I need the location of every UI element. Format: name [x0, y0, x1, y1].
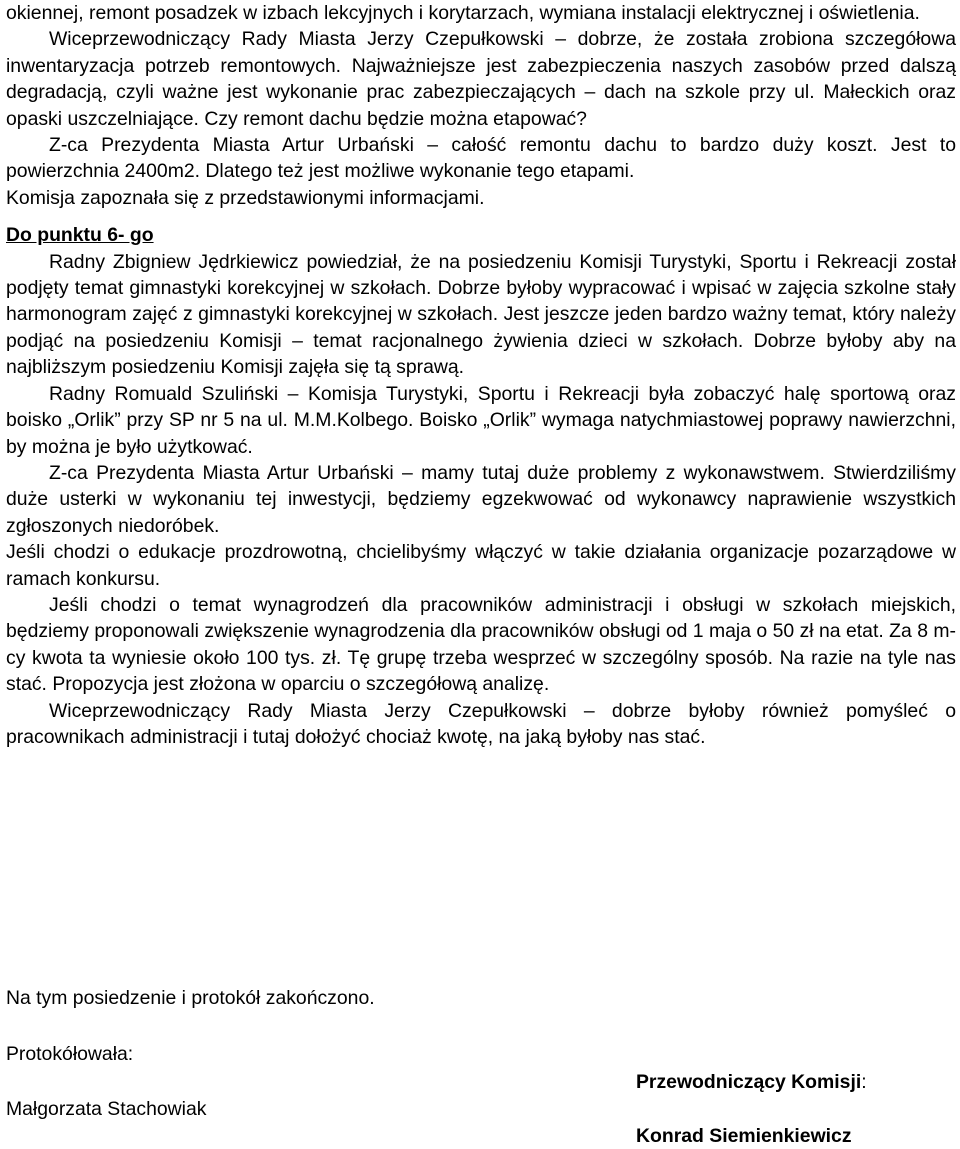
document-page — [6, 0, 956, 750]
paragraph-section-4: Jeśli chodzi o temat wynagrodzeń dla pracowników administracji i obsługi w szkołach miejskich, będziemy proponowali zwiększenie wynagrodzenia dla pracowników obsługi od 1 maja o 50 zł na etat. Za 8 m-cy kwota ta wyniesie około 100 tys. zł. Tę grupę trzeba wesprzeć w szczególny sposób. Na razie na tyle nas stać. Propozycja jest złożona w oparciu o szczegółową analizę. — [6, 593, 956, 696]
chair-title — [636, 1069, 867, 1095]
paragraphs-section — [6, 249, 956, 751]
closing-statement: Na tym posiedzenie i protokół zakończono. — [6, 987, 375, 1009]
recorder-name: Małgorzata Stachowiak — [6, 1098, 207, 1120]
paragraph-section-2: Z-ca Prezydenta Miasta Artur Urbański – mamy tutaj duże problemy z wykonawstwem. Stwierdziliśmy duże usterki w wykonaniu tej inwestycji, będziemy egzekwować od wykonawcy naprawienie wszystkich zgłoszonych niedoróbek. — [6, 461, 956, 537]
paragraph-2: Z-ca Prezydenta Miasta Artur Urbański – całość remontu dachu to bardzo duży koszt. Jest to powierzchnia 2400m2. Dlatego też jest możliwe wykonanie tego etapami. — [6, 134, 956, 183]
paragraph-section-3: Jeśli chodzi o edukacje prozdrowotną, chcielibyśmy włączyć w takie działania organizacje pozarządowe w ramach konkursu. — [6, 541, 956, 590]
paragraphs-top — [6, 0, 956, 211]
paragraph-section-0: Radny Zbigniew Jędrkiewicz powiedział, że na posiedzeniu Komisji Turystyki, Sportu i Rekreacji został podjęty temat gimnastyki korekcyjnej w szkołach. Dobrze byłoby wypracować i wpisać w zajęcia szkolne stały harmonogram zajęć z gimnastyki korekcyjnej w szkołach. Jest jeszcze jeden bardzo ważny temat, który należy podjąć na posiedzeniu Komisji – temat racjonalnego żywienia dzieci w szkołach. Dobrze byłoby aby na najbliższym posiedzeniu Komisji zajęła się tą sprawą. — [6, 250, 956, 379]
paragraph-0: okiennej, remont posadzek w izbach lekcyjnych i korytarzach, wymiana instalacji elektrycznej i oświetlenia. — [6, 2, 920, 24]
paragraph-3: Komisja zapoznała się z przedstawionymi informacjami. — [6, 186, 485, 209]
paragraph-section-5: Wiceprzewodniczący Rady Miasta Jerzy Czepułkowski – dobrze byłoby również pomyśleć o pracownikach administracji i tutaj dołożyć chociaż kwotę, na jaką byłoby nas stać. — [6, 699, 956, 748]
section-heading: Do punktu 6- go — [6, 224, 154, 247]
chair-label: Przewodniczący Komisji — [636, 1071, 862, 1093]
spacer — [6, 211, 956, 222]
chair-colon: : — [861, 1071, 867, 1093]
paragraph-section-1: Radny Romuald Szuliński – Komisja Turystyki, Sportu i Rekreacji była zobaczyć halę sportową oraz boisko „Orlik” przy SP nr 5 na ul. M.M.Kolbego. Boisko „Orlik” wymaga natychmiastowej poprawy nawierzchni, by można je było użytkować. — [6, 382, 956, 458]
chair-name: Konrad Siemienkiewicz — [636, 1125, 852, 1147]
recorder-label: Protokółowała: — [6, 1043, 134, 1065]
paragraph-1: Wiceprzewodniczący Rady Miasta Jerzy Czepułkowski – dobrze, że została zrobiona szczegółowa inwentaryzacja potrzeb remontowych. Najważniejsze jest zabezpieczenia naszych zasobów przed dalszą degradacją, czyli ważne jest wykonanie prac zabezpieczających – dach na szkole przy ul. Małeckich oraz opaski uszczelniające. Czy remont dachu będzie można etapować? — [6, 28, 956, 130]
